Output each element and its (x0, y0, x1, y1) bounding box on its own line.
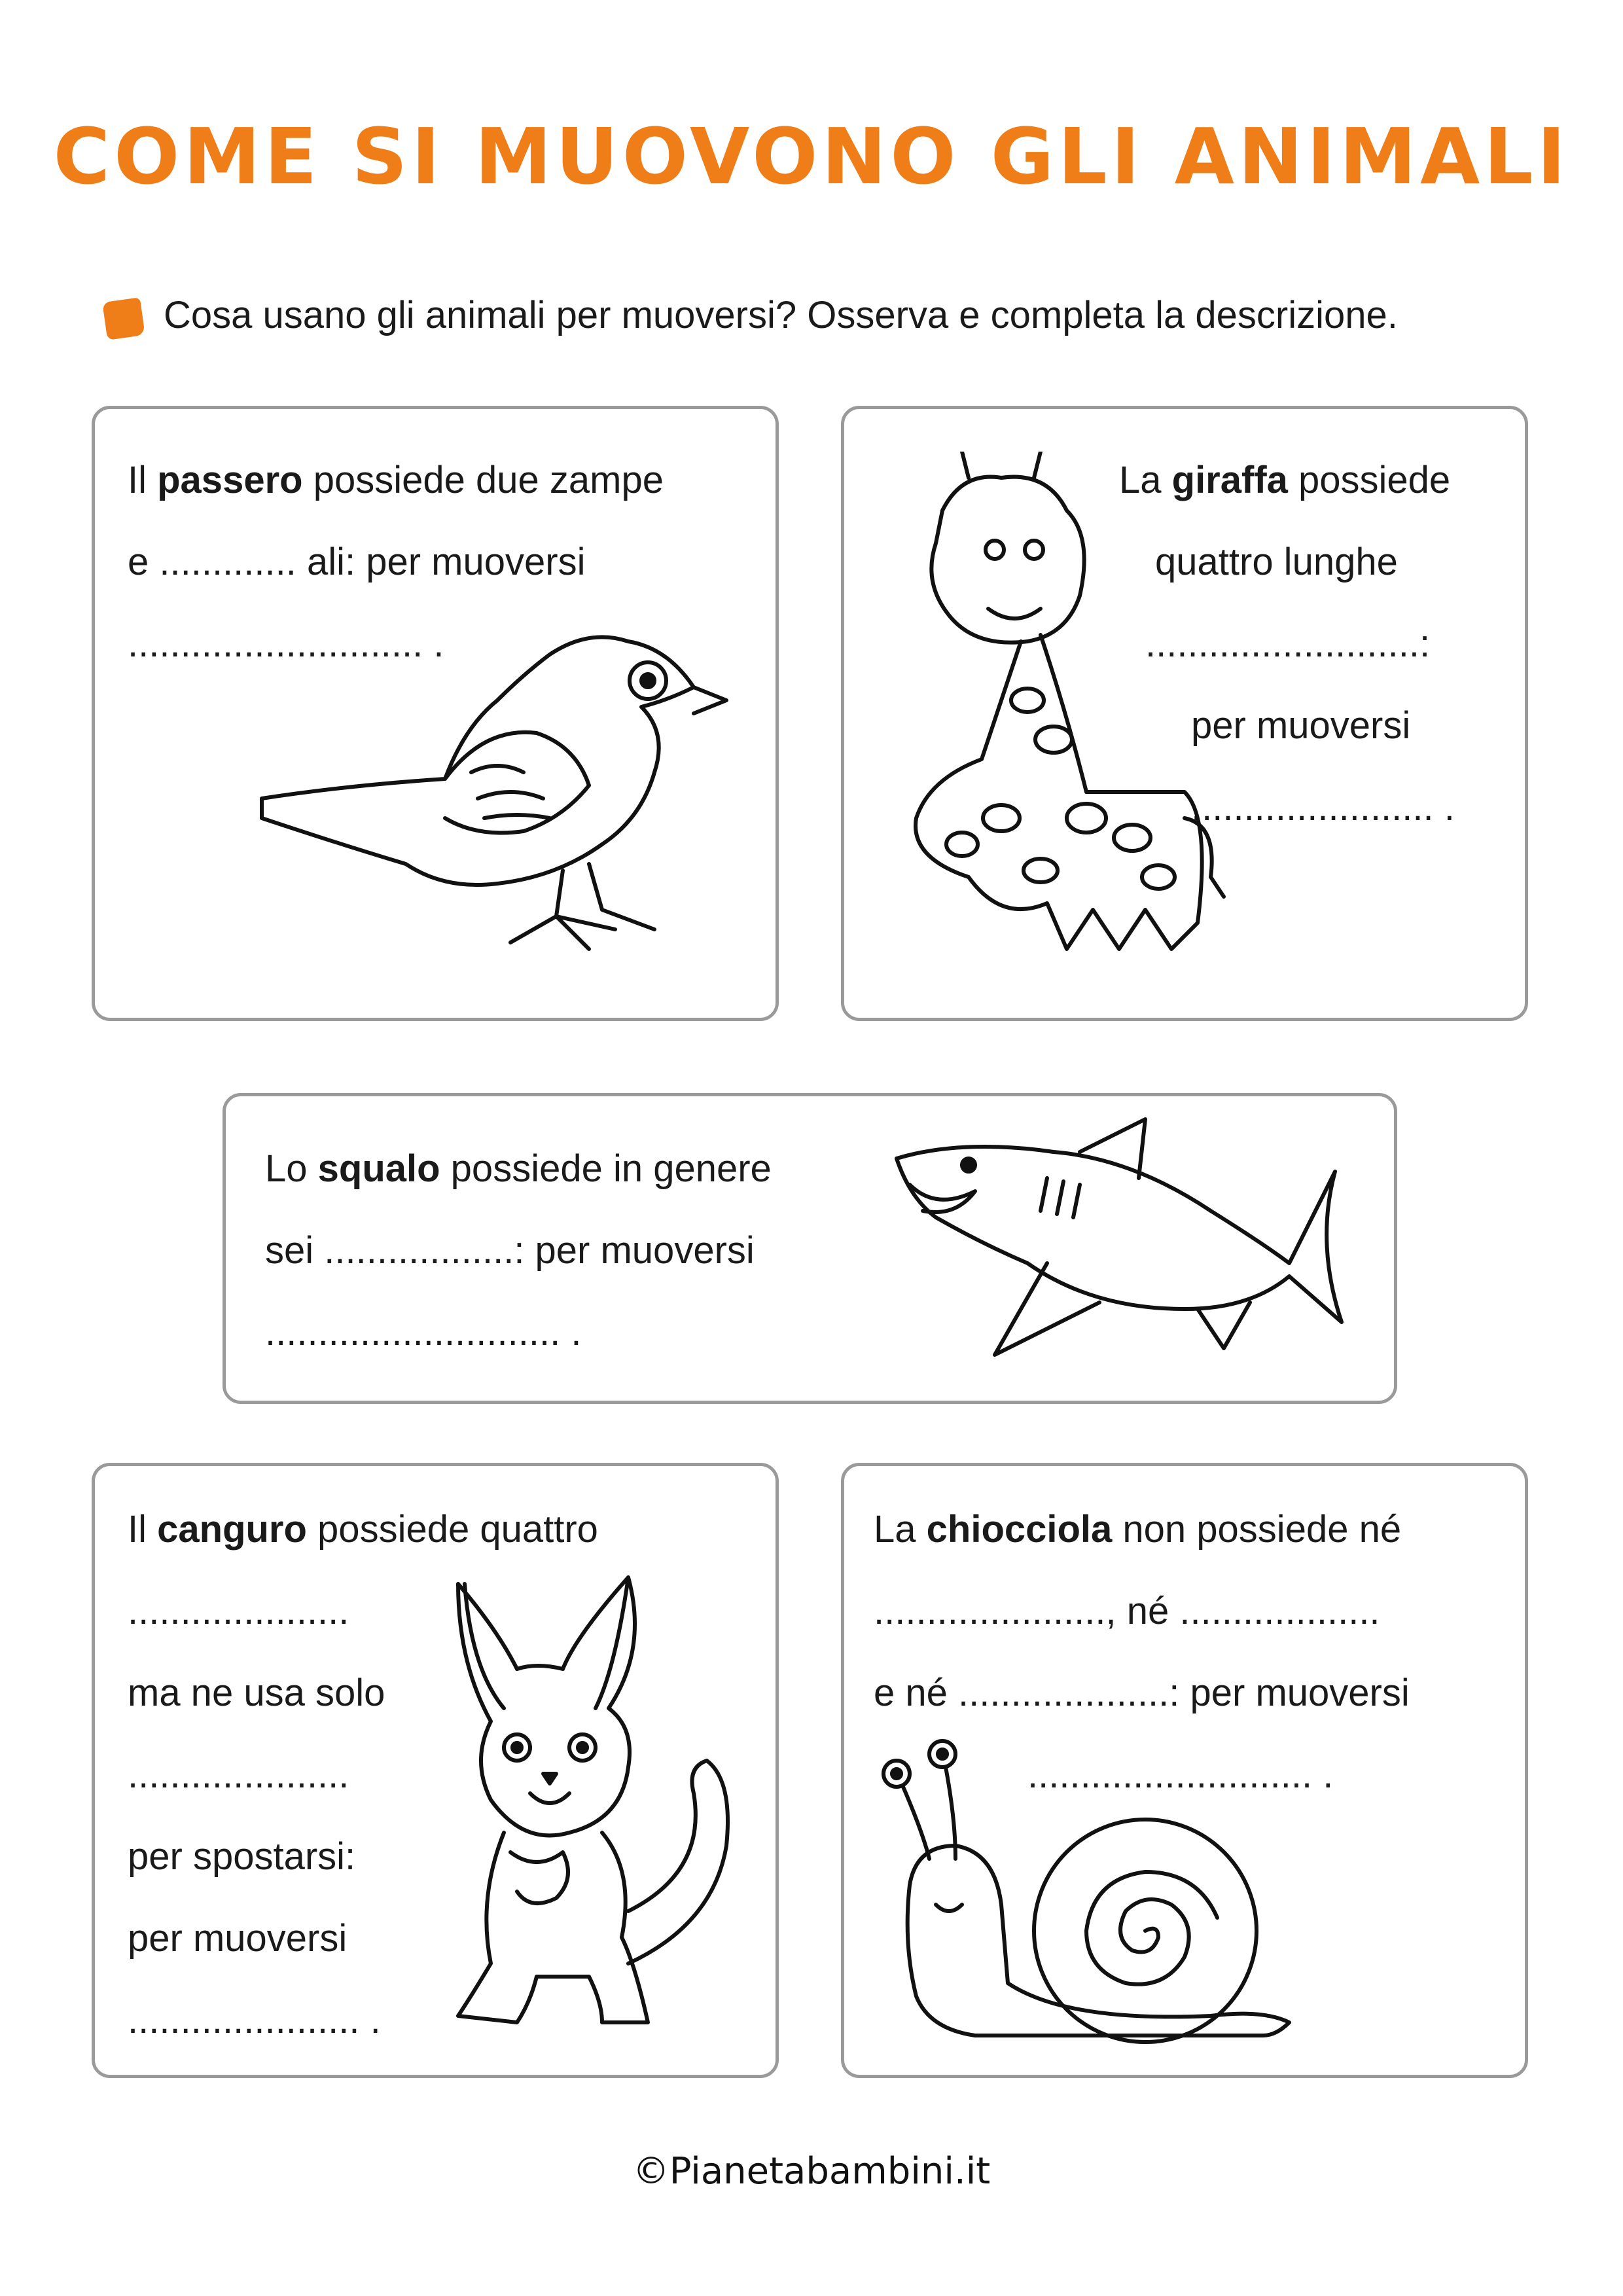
squalo-line-1: Lo squalo possiede in genere (265, 1147, 772, 1190)
giraffa-line-1: La giraffa possiede (1119, 459, 1451, 501)
kangaroo-illustration (432, 1571, 740, 2055)
giraffa-line-4: per muoversi (1191, 704, 1411, 747)
canguro-line-1: Il canguro possiede quattro (128, 1508, 598, 1551)
chiocciola-line-4: ........................... . (1027, 1753, 1334, 1796)
giraffa-line-2: quattro lunghe (1155, 541, 1398, 583)
chiocciola-line-1: La chiocciola non possiede né (874, 1508, 1402, 1551)
passero-line-1: Il passero possiede due zampe (128, 459, 664, 501)
squalo-line-3: ............................ . (265, 1311, 582, 1354)
canguro-line-5: per spostarsi: (128, 1835, 356, 1878)
instruction-text: Cosa usano gli animali per muoversi? Osserva e completa la descrizione. (164, 294, 1398, 336)
canguro-line-4: ..................... (128, 1753, 349, 1796)
canguro-line-2: ..................... (128, 1590, 349, 1632)
squalo-line-2: sei ..................: per muoversi (265, 1229, 755, 1272)
giraffa-line-5: ....................... . (1191, 786, 1455, 829)
bullet-icon (102, 297, 145, 340)
snail-illustration (870, 1734, 1329, 2049)
chiocciola-line-2: ......................, né ................... (874, 1590, 1380, 1632)
giraffa-line-3: ..........................: (1145, 622, 1431, 665)
sparrow-illustration (249, 602, 733, 995)
passero-line-2: e ............. ali: per muoversi (128, 541, 586, 583)
chiocciola-line-3: e né ....................: per muoversi (874, 1672, 1410, 1714)
canguro-line-6: per muoversi (128, 1917, 348, 1960)
page-title: COME SI MUOVONO GLI ANIMALI (53, 111, 1570, 202)
giraffe-illustration (870, 452, 1237, 995)
canguro-line-3: ma ne usa solo (128, 1672, 385, 1714)
footer-copyright: ©Pianetabambini.it (632, 2150, 991, 2193)
shark-illustration (883, 1113, 1355, 1374)
passero-line-3: ............................ . (128, 622, 444, 665)
canguro-line-7: ...................... . (128, 1999, 381, 2041)
